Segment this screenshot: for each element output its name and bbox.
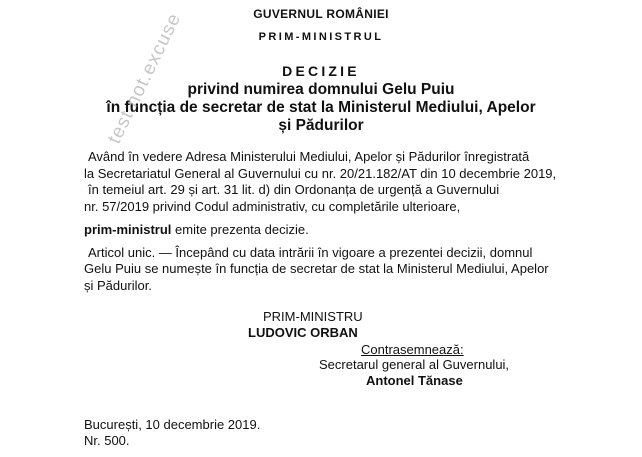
countersign-role: Secretarul general al Guvernului, <box>319 357 510 372</box>
article-line-2: Gelu Puiu se numește în funcția de secretar de stat la Ministerul Mediului, Apelor <box>84 261 549 276</box>
body-paragraph-line-1: Având în vedere Adresa Ministerului Mediului, Apelor și Pădurilor înregistrată <box>88 149 530 164</box>
countersign-label: Contrasemnează: <box>361 342 464 357</box>
countersign-name: Antonel Tănase <box>366 373 463 388</box>
decision-title-line-3: și Pădurilor <box>278 117 364 134</box>
body-paragraph-line-2: la Secretariatul General al Guvernului cu nr. 20/21.182/AT din 10 decembrie 2019, <box>84 166 557 181</box>
article-line-3: și Pădurilor. <box>84 278 152 293</box>
body-paragraph-line-3: în temeiul art. 29 și art. 31 lit. d) din Ordonanța de urgență a Guvernului <box>88 182 500 197</box>
watermark-text: test.not.excuse <box>104 9 186 148</box>
signature-role: PRIM-MINISTRU <box>263 309 363 324</box>
issuer-rest: emite prezenta decizie. <box>171 222 309 237</box>
decision-title-line-2: în funcția de secretar de stat la Ministerul Mediului, Apelor <box>106 99 536 116</box>
place-date: București, 10 decembrie 2019. <box>84 417 261 432</box>
decision-title-line-1: privind numirea domnului Gelu Puiu <box>187 81 455 98</box>
office-header: PRIM-MINISTRUL <box>258 31 384 43</box>
body-paragraph-line-4: nr. 57/2019 privind Codul administrativ, cu completările ulterioare, <box>84 199 461 214</box>
decision-number: Nr. 500. <box>84 433 130 448</box>
decision-heading: DECIZIE <box>282 63 360 79</box>
issuer-statement <box>84 222 309 238</box>
article-line-1: Articol unic. — Începând cu data intrării în vigoare a prezentei decizii, domnul <box>88 245 533 260</box>
signature-name: LUDOVIC ORBAN <box>248 325 358 340</box>
issuer-bold: prim-ministrul <box>84 222 172 237</box>
government-header: GUVERNUL ROMÂNIEI <box>253 7 389 21</box>
